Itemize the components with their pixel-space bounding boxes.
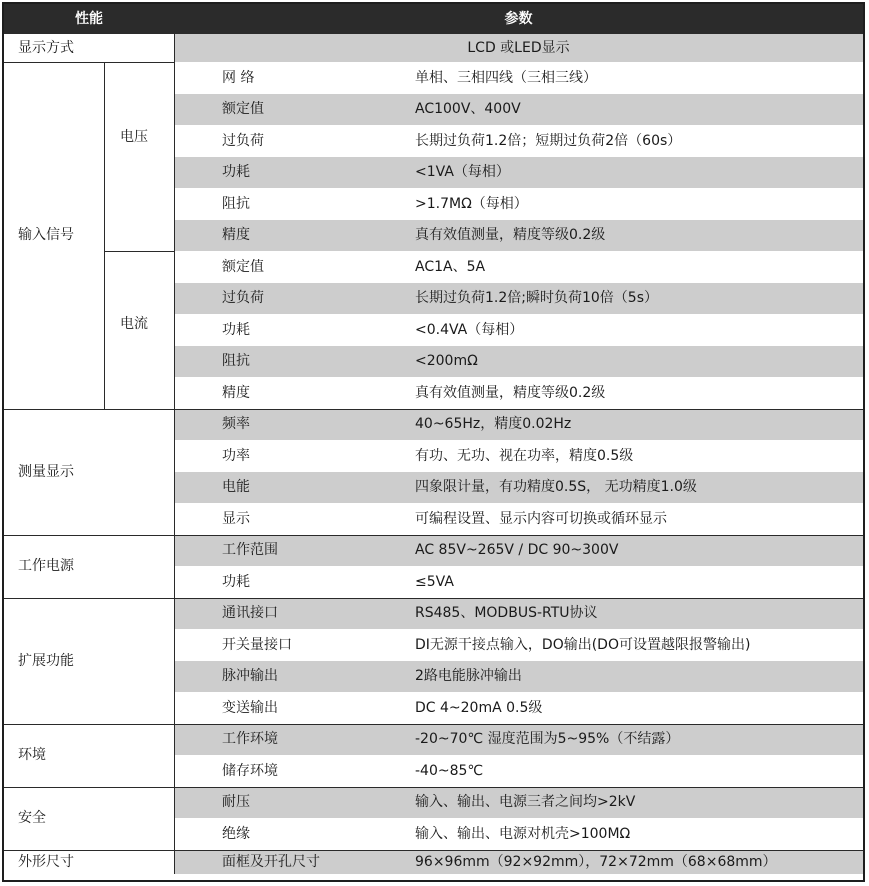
row-parameter-value: 输入、输出、电源三者之间均>2kV bbox=[415, 794, 636, 811]
table-row bbox=[174, 346, 863, 378]
row-parameter-name: 通讯接口 bbox=[222, 605, 278, 622]
row-parameter-value: RS485、MODBUS-RTU协议 bbox=[415, 605, 598, 622]
row-parameter-value: -20~70℃ 湿度范围为5~95%（不结露） bbox=[415, 731, 680, 748]
row-parameter-name: 精度 bbox=[222, 384, 250, 401]
row-parameter-name: 阻抗 bbox=[222, 353, 250, 370]
column-divider bbox=[174, 34, 175, 874]
row-divider bbox=[104, 251, 174, 252]
row-parameter-name: 精度 bbox=[222, 227, 250, 244]
row-parameter-name: 绝缘 bbox=[222, 825, 250, 842]
row-parameter-value: <0.4VA（每相） bbox=[415, 321, 524, 338]
row-parameter-name: 功耗 bbox=[222, 573, 250, 590]
row-parameter-value: <1VA（每相） bbox=[415, 164, 510, 181]
row-parameter-value: AC 85V~265V / DC 90~300V bbox=[415, 542, 619, 559]
row-parameter-name: 开关量接口 bbox=[222, 636, 292, 653]
row-parameter-name: 电能 bbox=[222, 479, 250, 496]
row-parameter-value: 40~65Hz，精度0.02Hz bbox=[415, 416, 572, 433]
row-parameter-name: 功耗 bbox=[222, 164, 250, 181]
row-parameter-name: 额定值 bbox=[222, 101, 264, 118]
section-label: 外形尺寸 bbox=[18, 853, 74, 870]
row-parameter-value: 输入、输出、电源对机壳>100MΩ bbox=[415, 825, 631, 842]
row-parameter-value: ≤5VA bbox=[415, 573, 454, 590]
row-parameter-value: DI无源干接点输入，DO输出(DO可设置越限报警输出) bbox=[415, 636, 751, 653]
section-label: 环境 bbox=[18, 747, 46, 763]
row-parameter-name: 耐压 bbox=[222, 794, 250, 811]
display-mode-label: 显示方式 bbox=[18, 40, 74, 56]
row-parameter-value: >1.7MΩ（每相） bbox=[415, 195, 528, 212]
row-parameter-name: 工作范围 bbox=[222, 542, 278, 559]
table-row bbox=[174, 251, 863, 283]
row-parameter-name: 储存环境 bbox=[222, 762, 278, 779]
row-parameter-name: 过负荷 bbox=[222, 132, 264, 149]
voltage-label: 电压 bbox=[120, 128, 148, 145]
row-parameter-name: 脉冲输出 bbox=[222, 668, 278, 685]
display-mode-value: LCD 或LED显示 bbox=[467, 40, 570, 56]
row-divider bbox=[4, 535, 863, 536]
row-parameter-value: AC1A、5A bbox=[415, 258, 486, 275]
row-parameter-value: 长期过负荷1.2倍;瞬时负荷10倍（5s） bbox=[415, 290, 658, 307]
row-parameter-value: 单相、三相四线（三相三线） bbox=[415, 69, 597, 86]
table-row bbox=[174, 157, 863, 189]
row-parameter-name: 变送输出 bbox=[222, 699, 278, 716]
row-parameter-value: -40~85℃ bbox=[415, 762, 484, 779]
section-label: 输入信号 bbox=[18, 227, 74, 244]
row-parameter-name: 功率 bbox=[222, 447, 250, 464]
row-parameter-name: 网 络 bbox=[222, 69, 255, 86]
row-parameter-value: 有功、无功、视在功率，精度0.5级 bbox=[415, 447, 634, 464]
row-divider bbox=[4, 598, 863, 599]
row-parameter-name: 工作环境 bbox=[222, 731, 278, 748]
row-parameter-value: 96×96mm（92×92mm），72×72mm（68×68mm） bbox=[415, 853, 777, 870]
row-parameter-name: 阻抗 bbox=[222, 195, 250, 212]
row-parameter-value: 四象限计量，有功精度0.5S， 无功精度1.0级 bbox=[415, 479, 697, 496]
spec-table bbox=[2, 2, 865, 882]
row-divider bbox=[4, 724, 863, 725]
row-parameter-value: DC 4~20mA 0.5级 bbox=[415, 699, 543, 716]
section-label: 测量显示 bbox=[18, 463, 74, 480]
row-parameter-name: 额定值 bbox=[222, 258, 264, 275]
row-divider bbox=[4, 850, 863, 851]
row-parameter-name: 过负荷 bbox=[222, 290, 264, 307]
row-parameter-name: 功耗 bbox=[222, 321, 250, 338]
row-parameter-value: 长期过负荷1.2倍；短期过负荷2倍（60s） bbox=[415, 132, 682, 149]
row-divider bbox=[4, 409, 863, 410]
header-label-performance: 性能 bbox=[75, 11, 103, 27]
row-parameter-name: 面框及开孔尺寸 bbox=[222, 853, 320, 870]
current-label: 电流 bbox=[120, 315, 148, 332]
row-parameter-value: 可编程设置、显示内容可切换或循环显示 bbox=[415, 510, 667, 527]
row-parameter-value: 真有效值测量，精度等级0.2级 bbox=[415, 384, 606, 401]
column-divider bbox=[104, 62, 105, 409]
section-label: 工作电源 bbox=[18, 558, 74, 574]
row-parameter-name: 频率 bbox=[222, 416, 250, 433]
row-parameter-value: AC100V、400V bbox=[415, 101, 521, 118]
row-divider bbox=[4, 787, 863, 788]
row-parameter-value: 真有效值测量，精度等级0.2级 bbox=[415, 227, 606, 244]
row-parameter-name: 显示 bbox=[222, 510, 250, 527]
row-parameter-value: 2路电能脉冲输出 bbox=[415, 668, 522, 685]
section-label: 扩展功能 bbox=[18, 652, 74, 669]
table-row bbox=[174, 566, 863, 598]
section-label: 安全 bbox=[18, 810, 46, 826]
header-label-parameters: 参数 bbox=[504, 11, 533, 27]
row-parameter-value: <200mΩ bbox=[415, 353, 478, 370]
